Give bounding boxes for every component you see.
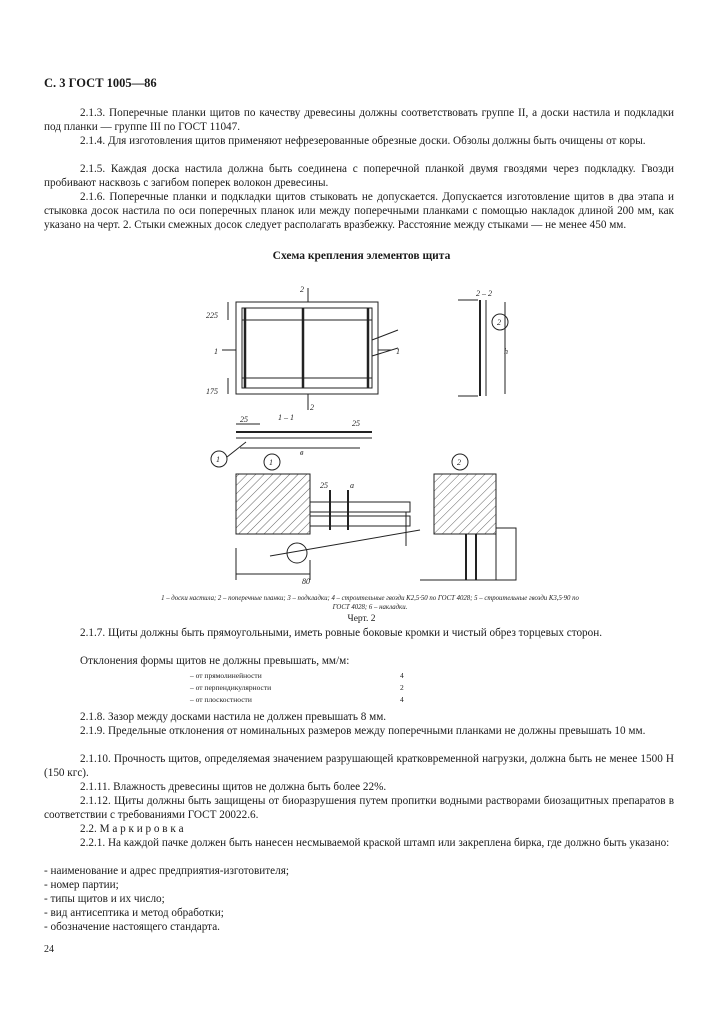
- callout-2-text: 2: [457, 458, 461, 467]
- list-item: - номер партии;: [44, 879, 119, 891]
- deviation-intro: Отклонения формы щитов не должны превышать, мм/м:: [80, 655, 350, 667]
- detail-1-board: [236, 474, 310, 534]
- section-heading-marking: 2.2. М а р к и р о в к а: [80, 823, 184, 835]
- dim-25-c: 25: [320, 481, 328, 490]
- deviation-value: 2: [400, 683, 404, 692]
- label-1-left: 1: [214, 347, 218, 356]
- paragraph-2-1-8: 2.1.8. Зазор между досками настила не должен превышать 8 мм.: [80, 711, 387, 723]
- paragraph-2-1-12: 2.1.12. Щиты должны быть защищены от биоразрушения путем пропитки водными растворами биозащитных препаратов в соответствии с требованиями ГОСТ 20022.6.: [44, 795, 674, 821]
- dim-b: в: [300, 448, 304, 457]
- dim-a: a: [350, 481, 354, 490]
- paragraph-2-1-11: 2.1.11. Влажность древесины щитов не должна быть более 22%.: [80, 781, 387, 793]
- detail-2-board: [434, 474, 496, 534]
- page-number: 24: [44, 944, 54, 955]
- figure-title: Схема крепления элементов щита: [272, 250, 451, 262]
- paragraph-2-1-5: 2.1.5. Каждая доска настила должна быть соединена с поперечной планкой двумя гвоздями через подкладку. Гвозди пробивают насквозь с загибом поперек волокон древесины.: [44, 163, 674, 189]
- paragraph-2-1-9: 2.1.9. Предельные отклонения от номинальных размеров между поперечными планками не должны превышать 10 мм.: [80, 725, 646, 737]
- deviation-row: [190, 670, 410, 682]
- label-2-bottom: 2: [310, 403, 314, 412]
- paragraph-2-1-6: 2.1.6. Поперечные планки и подкладки щитов стыковать не допускается. Допускается изготовление щитов в два этапа и стыковка досок настила по оси поперечных планок или между поперечными планками с помощью накладок длиной 200 мм, как указано на черт. 2. Стыки смежных досок следует располагать вразбежку. Расстояние между стыками — не менее 450 мм.: [44, 191, 674, 231]
- list-item: - типы щитов и их число;: [44, 893, 165, 905]
- callout-2-section-text: 2: [497, 318, 501, 327]
- dim-225: 225: [206, 311, 218, 320]
- paragraph-2-2-1: 2.2.1. На каждой пачке должен быть нанесен несмываемой краской штамп или закреплена бирка, где должно быть указано:: [80, 837, 670, 849]
- figure-caption: Черт. 2: [347, 614, 376, 624]
- dim-25-a: 25: [240, 415, 248, 424]
- list-item: - наименование и адрес предприятия-изготовителя;: [44, 865, 289, 877]
- paragraph-2-1-10: 2.1.10. Прочность щитов, определяемая значением разрушающей кратковременной нагрузки, должна быть не менее 1500 Н (150 кгс).: [44, 753, 674, 779]
- paragraph-2-1-3: 2.1.3. Поперечные планки щитов по качеству древесины должны соответствовать группе II, а доски настила и подкладки под планки — группе III по ГОСТ 11047.: [44, 107, 674, 133]
- paragraph-2-1-4: 2.1.4. Для изготовления щитов применяют нефрезерованные обрезные доски. Обзолы должны быть очищены от коры.: [80, 135, 646, 147]
- page-header: С. 3 ГОСТ 1005—86: [44, 76, 157, 90]
- figure-legend: 1 – доски настила; 2 – поперечные планки; 3 – подкладки; 4 – строительные гвозди К2,5·50 по ГОСТ 4028; 5 – строительные гвозди К3,5·90 по ГОСТ 4028; 6 – накладки.: [161, 595, 579, 611]
- list-item: - вид антисептика и метод обработки;: [44, 907, 224, 919]
- deviation-label: – от плоскостности: [190, 695, 252, 704]
- plan-view-frame: [236, 302, 378, 394]
- deviation-row: [190, 682, 410, 694]
- dim-175: 175: [206, 387, 218, 396]
- deviation-row: [190, 694, 410, 706]
- section-1-1-label: 1 – 1: [278, 413, 294, 422]
- label-1-right: 1: [396, 347, 400, 356]
- deviation-value: 4: [400, 671, 404, 680]
- deviation-label: – от перпендикулярности: [190, 683, 272, 692]
- dim-80: 80: [302, 577, 310, 586]
- label-2-top: 2: [300, 285, 304, 294]
- callout-1-text: 1: [269, 458, 273, 467]
- dim-h: h: [504, 347, 508, 356]
- deviation-value: 4: [400, 695, 404, 704]
- callout-1-small-text: 1: [216, 455, 220, 464]
- section-2-2-label: 2 – 2: [476, 289, 492, 298]
- dim-25-b: 25: [352, 419, 360, 428]
- list-item: - обозначение настоящего стандарта.: [44, 921, 220, 933]
- deviation-label: – от прямолинейности: [190, 671, 262, 680]
- paragraph-2-1-7: 2.1.7. Щиты должны быть прямоугольными, иметь ровные боковые кромки и чистый обрез торцевых сторон.: [80, 627, 603, 639]
